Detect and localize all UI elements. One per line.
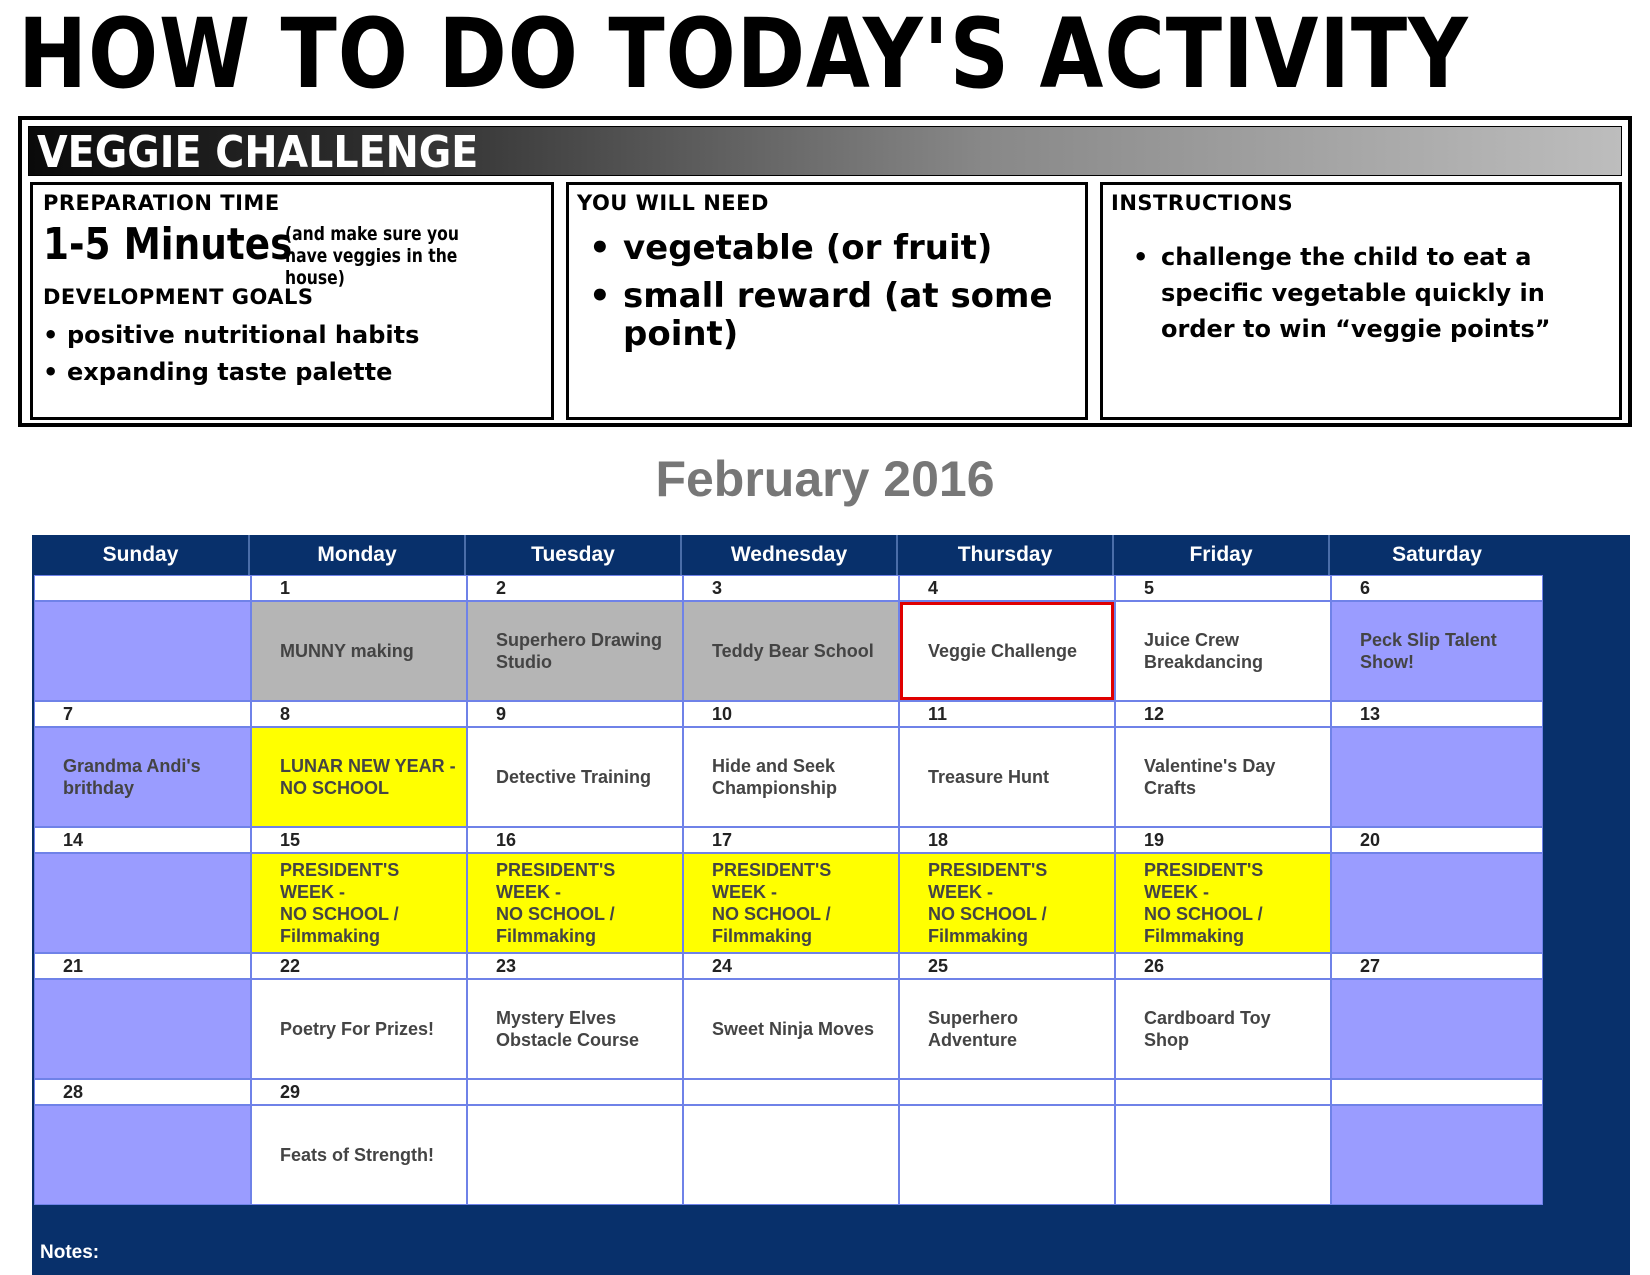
date-number — [34, 575, 251, 601]
event-label: Poetry For Prizes! — [280, 1019, 435, 1039]
date-number: 3 — [683, 575, 899, 601]
date-number: 10 — [683, 701, 899, 727]
header-divider — [1112, 535, 1114, 575]
preparation-panel — [30, 182, 554, 420]
event-label: Teddy Bear School — [712, 641, 874, 661]
day-event-cell[interactable] — [251, 979, 467, 1079]
header-divider — [464, 535, 466, 575]
day-header-saturday: Saturday — [1392, 543, 1482, 566]
event-label: Superhero Drawing Studio — [496, 630, 663, 672]
date-number: 4 — [899, 575, 1115, 601]
date-number: 17 — [683, 827, 899, 853]
notes-label: Notes: — [40, 1242, 100, 1263]
date-number: 23 — [467, 953, 683, 979]
event-label: Cardboard Toy Shop — [1144, 1008, 1271, 1050]
date-number — [683, 1079, 899, 1105]
event-label: MUNNY making — [280, 641, 414, 661]
instructions-list — [1133, 239, 1593, 347]
activity-card — [18, 116, 1632, 427]
preparation-heading: PREPARATION TIME — [43, 191, 280, 215]
calendar-title: February 2016 — [655, 451, 995, 507]
header-divider — [896, 535, 898, 575]
development-goals-list — [43, 317, 543, 391]
development-heading: DEVELOPMENT GOALS — [43, 285, 314, 309]
day-header-thursday: Thursday — [957, 543, 1053, 566]
date-number — [467, 1079, 683, 1105]
goal-item: • expanding taste palette — [43, 354, 543, 391]
event-label: Superhero Adventure — [928, 1008, 1019, 1050]
day-event-cell[interactable] — [1115, 601, 1331, 701]
date-number — [1331, 1079, 1543, 1105]
event-label: Juice Crew Breakdancing — [1144, 630, 1264, 672]
activity-name: VEGGIE CHALLENGE — [37, 127, 479, 178]
day-event-cell[interactable] — [467, 727, 683, 827]
date-number: 11 — [899, 701, 1115, 727]
date-number: 19 — [1115, 827, 1331, 853]
day-header-sunday: Sunday — [102, 543, 179, 566]
materials-list — [589, 229, 1069, 363]
today-event-cell[interactable] — [899, 601, 1115, 701]
date-number: 28 — [34, 1079, 251, 1105]
day-event-cell[interactable] — [251, 1105, 467, 1205]
calendar-grid — [32, 535, 1630, 1275]
event-label: PRESIDENT'S WEEK - NO SCHOOL / Filmmaking — [928, 860, 1048, 946]
instructions-panel — [1100, 182, 1622, 420]
date-number: 16 — [467, 827, 683, 853]
date-number: 18 — [899, 827, 1115, 853]
event-label: Hide and Seek Championship — [712, 756, 837, 798]
date-number: 13 — [1331, 701, 1543, 727]
day-event-cell[interactable] — [683, 979, 899, 1079]
event-label: PRESIDENT'S WEEK - NO SCHOOL / Filmmaking — [712, 860, 832, 946]
preparation-note: (and make sure you have veggies in the house) — [285, 223, 459, 289]
material-item: • small reward (at some point) — [589, 277, 1069, 353]
event-label: PRESIDENT'S WEEK - NO SCHOOL / Filmmaking — [496, 860, 616, 946]
event-label: Peck Slip Talent Show! — [1360, 630, 1497, 672]
header-divider — [680, 535, 682, 575]
day-header-monday: Monday — [317, 543, 397, 566]
day-event-cell[interactable] — [899, 979, 1115, 1079]
day-event-cell[interactable] — [467, 853, 683, 953]
date-number: 25 — [899, 953, 1115, 979]
date-number: 5 — [1115, 575, 1331, 601]
day-event-cell[interactable] — [34, 979, 251, 1079]
day-event-cell[interactable] — [34, 727, 251, 827]
event-label: Mystery Elves Obstacle Course — [496, 1008, 640, 1050]
page-title: HOW TO DO TODAY'S ACTIVITY — [18, 0, 1469, 110]
day-event-cell[interactable] — [467, 979, 683, 1079]
day-event-cell[interactable] — [467, 601, 683, 701]
material-item: • vegetable (or fruit) — [589, 229, 1069, 267]
day-event-cell[interactable] — [1331, 601, 1543, 701]
day-event-cell[interactable] — [34, 601, 251, 701]
day-event-cell[interactable] — [1331, 727, 1543, 827]
day-event-cell[interactable] — [251, 601, 467, 701]
day-header-friday: Friday — [1189, 543, 1253, 566]
day-event-cell[interactable] — [1331, 979, 1543, 1079]
day-header-tuesday: Tuesday — [531, 543, 615, 566]
event-label: Detective Training — [496, 767, 652, 787]
day-event-cell[interactable] — [467, 1105, 683, 1205]
event-label: Valentine's Day Crafts — [1144, 756, 1276, 798]
event-label: Feats of Strength! — [280, 1145, 435, 1165]
day-event-cell[interactable] — [899, 1105, 1115, 1205]
event-label: Grandma Andi's brithday — [63, 756, 201, 798]
date-number: 27 — [1331, 953, 1543, 979]
activity-header-bar — [28, 126, 1622, 176]
event-label: PRESIDENT'S WEEK - NO SCHOOL / Filmmaking — [280, 860, 400, 946]
header-divider — [248, 535, 250, 575]
day-event-cell[interactable] — [899, 727, 1115, 827]
day-event-cell[interactable] — [1115, 979, 1331, 1079]
date-number — [1115, 1079, 1331, 1105]
event-label: PRESIDENT'S WEEK - NO SCHOOL / Filmmaking — [1144, 860, 1264, 946]
event-label: Treasure Hunt — [928, 767, 1050, 787]
day-event-cell[interactable] — [1331, 853, 1543, 953]
day-event-cell[interactable] — [899, 853, 1115, 953]
day-event-cell[interactable] — [34, 1105, 251, 1205]
day-event-cell[interactable] — [251, 727, 467, 827]
date-number: 1 — [251, 575, 467, 601]
date-number: 6 — [1331, 575, 1543, 601]
day-event-cell[interactable] — [1331, 1105, 1543, 1205]
materials-panel — [566, 182, 1088, 420]
date-number: 14 — [34, 827, 251, 853]
materials-heading: YOU WILL NEED — [577, 191, 769, 215]
event-label: Sweet Ninja Moves — [712, 1019, 875, 1039]
event-label: Veggie Challenge — [928, 641, 1078, 661]
date-number: 2 — [467, 575, 683, 601]
goal-item: • positive nutritional habits — [43, 317, 543, 354]
date-number: 29 — [251, 1079, 467, 1105]
preparation-time: 1-5 Minutes — [43, 219, 293, 270]
event-label: LUNAR NEW YEAR - NO SCHOOL — [280, 756, 456, 798]
date-number: 20 — [1331, 827, 1543, 853]
notes-bar — [32, 1236, 1630, 1275]
date-number: 15 — [251, 827, 467, 853]
date-number: 7 — [34, 701, 251, 727]
date-number: 8 — [251, 701, 467, 727]
date-number — [899, 1079, 1115, 1105]
day-event-cell[interactable] — [34, 853, 251, 953]
date-number: 22 — [251, 953, 467, 979]
date-number: 9 — [467, 701, 683, 727]
day-event-cell[interactable] — [683, 727, 899, 827]
day-event-cell[interactable] — [1115, 1105, 1331, 1205]
date-number: 24 — [683, 953, 899, 979]
day-header-wednesday: Wednesday — [730, 543, 848, 566]
date-number: 21 — [34, 953, 251, 979]
day-event-cell[interactable] — [683, 601, 899, 701]
instruction-item: • challenge the child to eat a specific vegetable quickly in order to win “veggie points” — [1133, 239, 1593, 347]
date-number: 12 — [1115, 701, 1331, 727]
day-event-cell[interactable] — [1115, 727, 1331, 827]
day-event-cell[interactable] — [683, 1105, 899, 1205]
day-event-cell[interactable] — [683, 853, 899, 953]
date-number: 26 — [1115, 953, 1331, 979]
day-event-cell[interactable] — [251, 853, 467, 953]
day-event-cell[interactable] — [1115, 853, 1331, 953]
instructions-heading: INSTRUCTIONS — [1111, 191, 1294, 215]
header-divider — [1328, 535, 1330, 575]
